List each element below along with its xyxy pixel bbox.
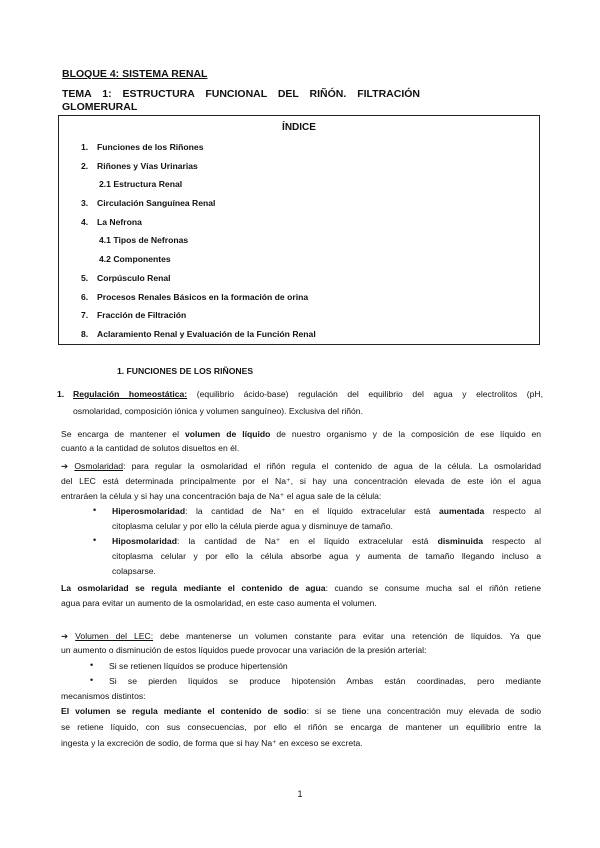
index-item: 6. Procesos Renales Básicos en la formación de orina [81, 292, 309, 302]
bullet-point: • [90, 660, 94, 670]
paragraph-line: un aumento o disminución de estos líquidos puede provocar una variación de la presión arterial: [61, 645, 427, 655]
index-subitem: 2.1 Estructura Renal [99, 179, 183, 189]
section-heading: 1. FUNCIONES DE LOS RIÑONES [117, 366, 254, 376]
paragraph-line: La osmolaridad se regula mediante el contenido de agua: cuando se consume mucha sal el riñón retiene [61, 583, 541, 593]
index-box [58, 115, 540, 345]
index-item: 7. Fracción de Filtración [81, 310, 187, 320]
paragraph-line: ingesta y la excreción de sodio, de forma que si hay Na⁺ en exceso se excreta. [61, 738, 363, 748]
bullet-text: Si se pierden líquidos se produce hipotensión Ambas están coordinadas, pero mediante [109, 676, 541, 686]
paragraph-line: ➔ Volumen del LEC: debe mantenerse un volumen constante para evitar una retención de líquidos. Ya que [61, 631, 542, 641]
topic-title-line2: GLOMERURAL [62, 101, 138, 113]
index-item: 2. Riñones y Vías Urinarias [81, 161, 198, 171]
index-item: 4. La Nefrona [81, 217, 142, 227]
index-title: ÍNDICE [282, 122, 316, 133]
bullet-text: colapsarse. [112, 566, 156, 576]
index-item: 3. Circulación Sanguínea Renal [81, 198, 216, 208]
paragraph-line: ➔ Osmolaridad: para regular la osmolaridad el riñón regula el contenido de agua de la célula. La osmolaridad [61, 461, 542, 471]
bullet-text: citoplasma celular y por ello la célula absorbe agua y aumenta de tamaño llegando incluso a [112, 551, 541, 561]
paragraph-line: del LEC está determinada principalmente por el Na⁺, si hay una concentración elevada de este ión el agua [61, 476, 541, 486]
paragraph-line: El volumen se regula mediante el contenido de sodio: si se tiene una concentración muy elevada de sodio [61, 706, 541, 716]
bullet-text: citoplasma celular y por ello la célula pierde agua y disminuye de tamaño. [112, 521, 393, 531]
index-subitem: 4.2 Componentes [99, 254, 171, 264]
bullet-point: • [90, 675, 94, 685]
index-item: 1. Funciones de los Riñones [81, 142, 204, 152]
list-number: 1. [57, 389, 65, 399]
paragraph-line: cuanto a la cantidad de solutos disueltos en él. [61, 443, 240, 453]
paragraph-line: agua para evitar un aumento de la osmolaridad, en este caso aumenta el volumen. [61, 598, 377, 608]
paragraph-line: se retiene líquido, con sus consecuencias, por ello el riñón se encarga de mantener un equilibrio entre la [61, 722, 541, 732]
bullet-point: • [93, 535, 97, 545]
block-title: BLOQUE 4: SISTEMA RENAL [62, 68, 208, 80]
paragraph-line: mecanismos distintos: [61, 691, 146, 701]
index-item: 5. Corpúsculo Renal [81, 273, 171, 283]
item-line1: Regulación homeostática: (equilibrio ácido-base) regulación del equilibrio del agua y electrolitos (pH, [73, 389, 543, 399]
bullet-point: • [93, 505, 97, 515]
bullet-text: Si se retienen líquidos se produce hipertensión [109, 661, 288, 671]
page-number: 1 [297, 789, 303, 799]
bullet-text: Hiposmolaridad: la cantidad de Na⁺ en el líquido extracelular está disminuida respecto al [112, 536, 541, 546]
bullet-text: Hiperosmolaridad: la cantidad de Na⁺ en el líquido extracelular está aumentada respecto al [112, 506, 541, 516]
index-subitem: 4.1 Tipos de Nefronas [99, 235, 189, 245]
paragraph-line: entraráen la célula y si hay una concentración baja de Na⁺ el agua sale de la célula: [61, 491, 382, 501]
paragraph-line: Se encarga de mantener el volumen de líquido de nuestro organismo y de la composición de ese líquido en [61, 429, 541, 439]
index-item: 8. Aclaramiento Renal y Evaluación de la Función Renal [81, 329, 316, 339]
topic-title-line1: TEMA 1: ESTRUCTURA FUNCIONAL DEL RIÑÓN. FILTRACIÓN [62, 88, 420, 100]
item-line2: osmolaridad, composición iónica y volumen sanguíneo). Exclusiva del riñón. [73, 406, 363, 416]
